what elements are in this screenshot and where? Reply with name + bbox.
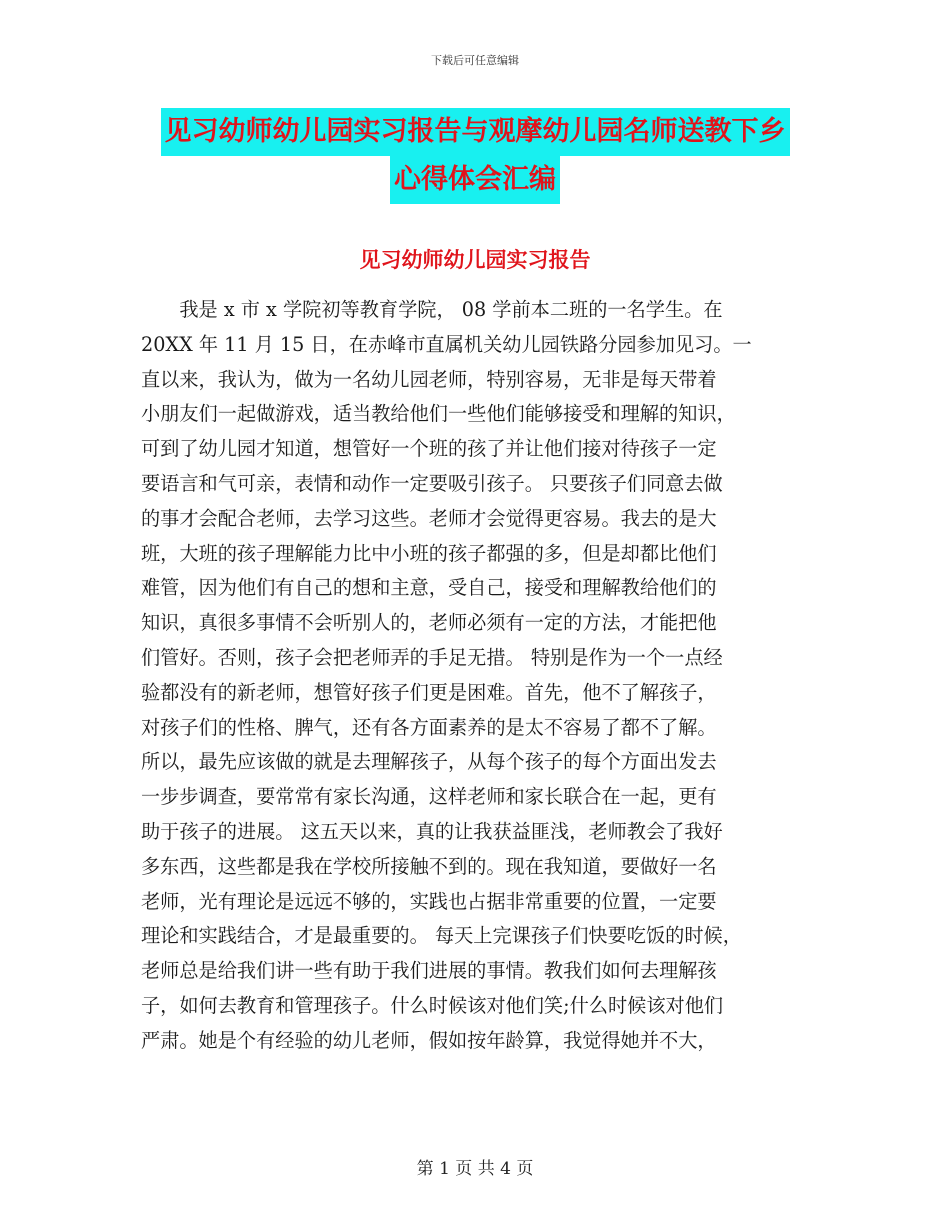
body-line: 难管，因为他们有自己的想和主意，受自己，接受和理解教给他们的 xyxy=(141,576,717,600)
document-title-line-2: 心得体会汇编 xyxy=(390,156,560,204)
section-title: 见习幼师幼儿园实习报告 xyxy=(359,248,591,272)
body-line: 理论和实践结合，才是最重要的。 每天上完课孩子们快要吃饭的时候， xyxy=(141,924,742,948)
document-title-line-1: 见习幼师幼儿园实习报告与观摩幼儿园名师送教下乡 xyxy=(161,108,790,156)
page-footer: 第 1 页 共 4 页 xyxy=(416,1159,534,1179)
body-paragraph xyxy=(141,293,813,1059)
body-line: 我是 x 市 x 学院初等教育学院， 08 学前本二班的一名学生。在 xyxy=(141,298,723,321)
body-line: 对孩子们的性格、脾气，还有各方面素养的是太不容易了都不了解。 xyxy=(141,715,717,739)
body-line: 20XX 年 11 月 15 日，在赤峰市直属机关幼儿园铁路分园参加见习。一 xyxy=(141,332,752,356)
body-line: 小朋友们一起做游戏，适当教给他们一些他们能够接受和理解的知识， xyxy=(141,402,736,426)
body-line: 助于孩子的进展。 这五天以来，真的让我获益匪浅，老师教会了我好 xyxy=(141,819,723,843)
body-line: 知识，真很多事情不会听别人的，老师必须有一定的方法，才能把他 xyxy=(141,611,717,635)
body-line: 一步步调查，要常常有家长沟通，这样老师和家长联合在一起，更有 xyxy=(141,785,717,809)
body-line: 们管好。否则，孩子会把老师弄的手足无措。 特别是作为一个一点经 xyxy=(141,645,723,669)
body-line: 子，如何去教育和管理孩子。什么时候该对他们笑;什么时候该对他们 xyxy=(141,993,724,1017)
body-line: 班，大班的孩子理解能力比中小班的孩子都强的多，但是却都比他们 xyxy=(141,541,717,565)
body-line: 要语言和气可亲，表情和动作一定要吸引孩子。 只要孩子们同意去做 xyxy=(141,471,723,495)
body-line: 严肃。她是个有经验的幼儿老师，假如按年龄算，我觉得她并不大， xyxy=(141,1028,717,1052)
body-line: 多东西，这些都是我在学校所接触不到的。现在我知道，要做好一名 xyxy=(141,854,717,878)
body-line: 的事才会配合老师，去学习这些。老师才会觉得更容易。我去的是大 xyxy=(141,506,717,530)
body-line: 直以来，我认为，做为一名幼儿园老师，特别容易，无非是每天带着 xyxy=(141,367,717,391)
body-line: 可到了幼儿园才知道，想管好一个班的孩了并让他们接对待孩子一定 xyxy=(141,437,717,461)
body-line: 老师总是给我们讲一些有助于我们进展的事情。教我们如何去理解孩 xyxy=(141,959,717,983)
body-line: 所以，最先应该做的就是去理解孩子，从每个孩子的每个方面出发去 xyxy=(141,750,717,774)
body-line: 老师，光有理论是远远不够的，实践也占据非常重要的位置，一定要 xyxy=(141,889,717,913)
document-title xyxy=(0,108,950,204)
body-line: 验都没有的新老师，想管好孩子们更是困难。首先，他不了解孩子， xyxy=(141,680,717,704)
header-note: 下载后可任意编辑 xyxy=(431,54,519,67)
